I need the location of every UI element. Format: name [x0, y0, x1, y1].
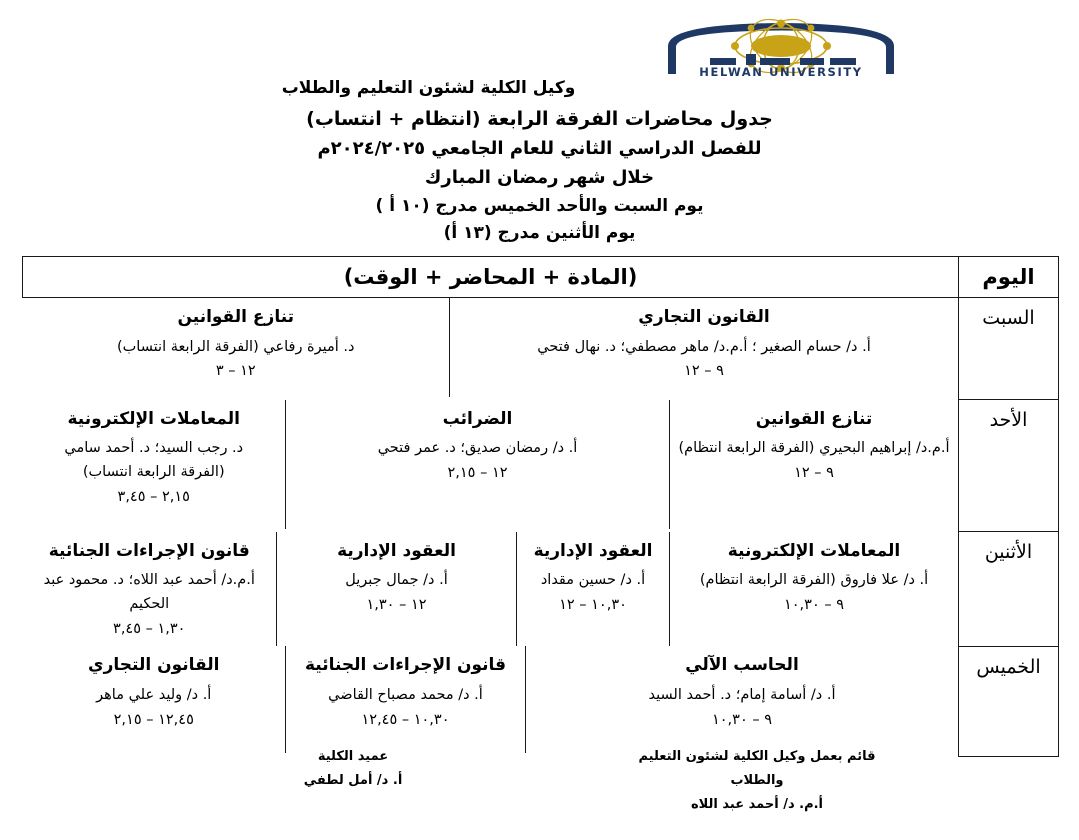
- subject-name: القانون التجاري: [638, 307, 770, 327]
- time-slot: ١٢ – ٣: [215, 363, 256, 380]
- lecturer-names: أ. د/ رمضان صديق؛ د. عمر فتحي: [377, 440, 578, 456]
- subject-name: الضرائب: [442, 408, 513, 429]
- signature-dean: [238, 745, 468, 793]
- time-slot: ٩ – ١٠,٣٠: [711, 711, 773, 728]
- subject-name: قانون الإجراءات الجنائية: [304, 655, 507, 676]
- day-label-sunday: الأحد: [959, 400, 1059, 532]
- time-slot: ٢,١٥ – ٣,٤٥: [117, 488, 190, 505]
- lecturer-names: أ.م.د/ أحمد عبد اللاه؛ د. محمود عبد الحكيم: [43, 572, 255, 612]
- lecturer-names: أ. د/ جمال جبريل: [345, 572, 448, 588]
- time-slot: ١٢ – ٢,١٥: [447, 464, 508, 481]
- signature-dean-title: عميد الكلية: [317, 749, 389, 764]
- table-row: [23, 646, 1059, 756]
- lecturer-names: أ. د/ حسين مقداد: [540, 572, 646, 588]
- day-label-saturday: السبت: [959, 298, 1059, 400]
- time-slot: ٩ – ١٢: [684, 363, 724, 380]
- signature-vice-dean: [612, 745, 902, 817]
- time-slot: ١٠,٣٠ – ١٢,٤٥: [361, 711, 450, 728]
- time-slot: ١,٣٠ – ٣,٤٥: [113, 620, 186, 637]
- table-row: [23, 400, 1059, 532]
- header-term-line: للفصل الدراسي الثاني للعام الجامعي ٢٠٢٤/٢٠٢٥م: [317, 138, 762, 159]
- subject-name: العقود الإدارية: [533, 540, 653, 561]
- column-header-day: اليوم: [959, 257, 1059, 298]
- signature-vice-dean-name: أ.م. د/ أحمد عبد اللاه: [690, 797, 823, 813]
- subject-name: قانون الإجراءات الجنائية: [48, 540, 250, 561]
- table-row: [23, 298, 1059, 400]
- header-hall-line-1: يوم السبت والأحد الخميس مدرج (١٠ أ ): [375, 196, 704, 216]
- helwan-university-logo: [650, 14, 912, 80]
- table-row: [23, 532, 1059, 647]
- subject-name: القانون التجاري: [88, 655, 220, 676]
- subject-name: العقود الإدارية: [337, 540, 456, 561]
- lecturer-names: أ. د/ محمد مصباح القاضي: [328, 686, 483, 703]
- page-title: جدول محاضرات الفرقة الرابعة (انتظام + انتساب): [306, 108, 773, 130]
- signature-vice-dean-title: قائم بعمل وكيل الكلية لشئون التعليم والطلاب: [638, 749, 876, 789]
- time-slot: ١٠,٣٠ – ١٢: [559, 596, 627, 613]
- subject-name: تنازع القوانين: [755, 408, 873, 429]
- logo-university-name-en: HELWAN UNIVERSITY: [699, 65, 863, 79]
- header-ramadan-line: خلال شهر رمضان المبارك: [424, 167, 655, 188]
- table-header-row: [23, 257, 1059, 298]
- subject-name: المعاملات الإلكترونية: [67, 408, 240, 429]
- header-officer-line: وكيل الكلية لشئون التعليم والطلاب: [281, 78, 576, 98]
- day-label-thursday: الخميس: [959, 646, 1059, 756]
- lecturer-names: أ.م.د/ إبراهيم البحيري (الفرقة الرابعة انتظام): [678, 440, 950, 456]
- lecturer-names: د. رجب السيد؛ د. أحمد سامي: [64, 440, 244, 456]
- subject-name: تنازع القوانين: [177, 307, 295, 327]
- subject-name: المعاملات الإلكترونية: [727, 540, 901, 561]
- time-slot: ٩ – ١٠,٣٠: [783, 596, 845, 613]
- lecturer-names: أ. د/ أسامة إمام؛ د. أحمد السيد: [648, 686, 836, 703]
- time-slot: ١٢,٤٥ – ٢,١٥: [113, 711, 194, 728]
- time-slot: ١٢ – ١,٣٠: [366, 596, 427, 613]
- time-slot: ٩ – ١٢: [794, 464, 834, 481]
- lecturer-group: (الفرقة الرابعة انتساب): [82, 463, 225, 480]
- day-label-monday: الأثنين: [959, 532, 1059, 647]
- column-header-main: (المادة + المحاضر + الوقت): [23, 257, 959, 298]
- signature-dean-name: أ. د/ أمل لطفي: [303, 773, 403, 789]
- lecturer-names: أ. د/ وليد علي ماهر: [96, 686, 212, 703]
- document-footer: [0, 745, 1079, 813]
- lecturer-names: أ. د/ حسام الصغير ؛ أ.م.د/ ماهر مصطفي؛ د. نهال فتحي: [537, 338, 871, 355]
- document-header: [0, 78, 1079, 243]
- university-emblem-icon: [650, 14, 912, 80]
- subject-name: الحاسب الآلي: [685, 655, 799, 676]
- lecturer-names: أ. د/ علا فاروق (الفرقة الرابعة انتظام): [699, 572, 929, 588]
- lecturer-names: د. أميرة رفاعي (الفرقة الرابعة انتساب): [117, 338, 355, 355]
- header-hall-line-2: يوم الأثنين مدرج (١٣ أ): [443, 223, 636, 243]
- lecture-schedule-table: [22, 256, 1059, 757]
